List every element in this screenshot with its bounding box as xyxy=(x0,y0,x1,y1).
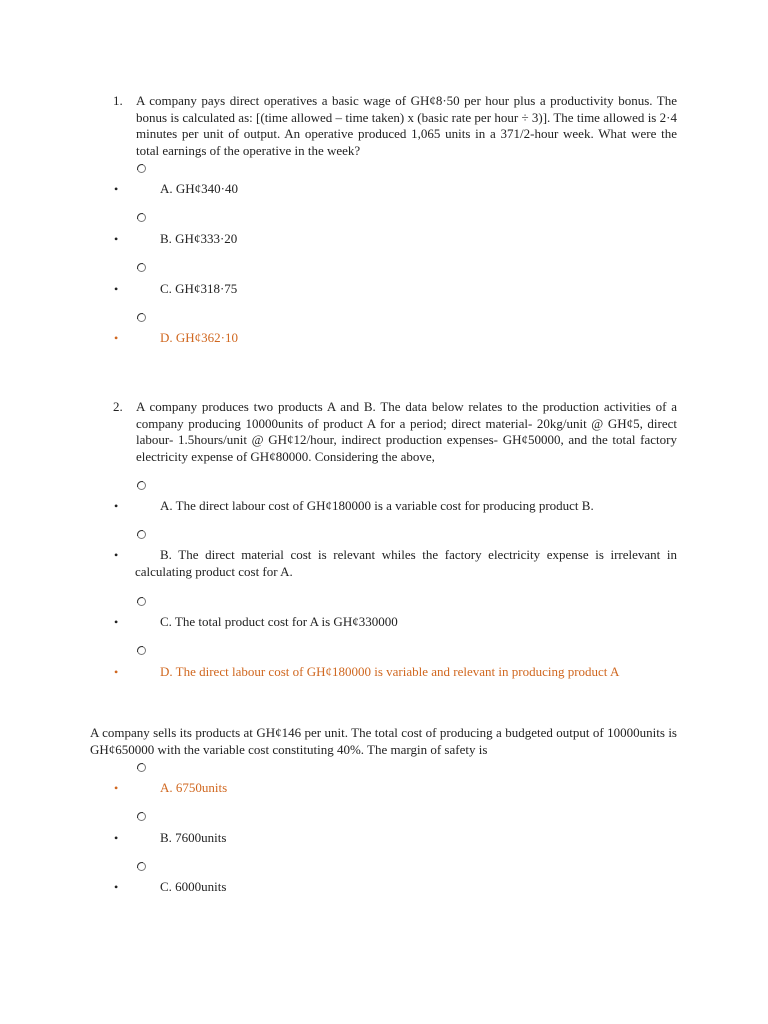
q1-option-b[interactable]: B. GH¢333·20 xyxy=(160,231,238,246)
q2-option-c-radio[interactable] xyxy=(137,597,146,606)
q1-option-b-radio[interactable] xyxy=(137,213,146,222)
question-2-text: A company produces two products A and B. The data below relates to the production activities of a company producing 10000units of product A for a period; direct material- 20kg/unit @ GH¢5, direct labour- 1.5hours/unit @ GH¢12/hour, indirect production expenses- GH¢50000, and the total factory electricity expense of GH¢80000. Considering the above, xyxy=(136,399,677,464)
bullet-icon: • xyxy=(114,499,119,513)
q1-option-d[interactable]: D. GH¢362·10 xyxy=(160,330,238,345)
bullet-icon: • xyxy=(114,282,119,296)
bullet-icon: • xyxy=(114,831,119,845)
q3-option-b[interactable]: B. 7600units xyxy=(160,830,227,845)
bullet-icon: • xyxy=(114,781,119,795)
q3-option-c-radio[interactable] xyxy=(137,862,146,871)
question-1-number: 1. xyxy=(113,93,123,108)
q2-option-a-radio[interactable] xyxy=(137,481,146,490)
bullet-icon: • xyxy=(114,665,119,679)
bullet-icon: • xyxy=(114,232,119,246)
question-2-number: 2. xyxy=(113,399,123,414)
q2-option-a[interactable]: A. The direct labour cost of GH¢180000 is a variable cost for producing product B. xyxy=(160,498,594,513)
bullet-icon: • xyxy=(114,615,119,629)
q2-option-c[interactable]: C. The total product cost for A is GH¢330000 xyxy=(160,614,398,629)
q2-option-d-radio[interactable] xyxy=(137,646,146,655)
bullet-icon: • xyxy=(114,880,119,894)
q3-option-a-radio[interactable] xyxy=(137,763,146,772)
q3-option-c[interactable]: C. 6000units xyxy=(160,879,227,894)
question-3-text: A company sells its products at GH¢146 per unit. The total cost of producing a budgeted output of 10000units is GH¢650000 with the variable cost constituting 40%. The margin of safety is xyxy=(90,725,677,757)
q2-option-d[interactable]: D. The direct labour cost of GH¢180000 is variable and relevant in producing product A xyxy=(160,664,620,679)
q1-option-c-radio[interactable] xyxy=(137,263,146,272)
bullet-icon: • xyxy=(114,548,119,562)
bullet-icon: • xyxy=(114,182,119,196)
q3-option-a[interactable]: A. 6750units xyxy=(160,780,228,795)
q2-option-b[interactable]: B. The direct material cost is relevant whiles the factory electricity expense is irrelevant in calculating product cost for A. xyxy=(135,547,677,579)
q1-option-a[interactable]: A. GH¢340·40 xyxy=(160,181,238,196)
q1-option-a-radio[interactable] xyxy=(137,164,146,173)
q2-option-b-radio[interactable] xyxy=(137,530,146,539)
q1-option-c[interactable]: C. GH¢318·75 xyxy=(160,281,238,296)
question-1-text: A company pays direct operatives a basic wage of GH¢8·50 per hour plus a productivity bonus. The bonus is calculated as: [(time allowed – time taken) x (basic rate per hour ÷ 3)]. The time allowed is 2·4 minutes per unit of output. An operative produced 1,065 units in a 371/2-hour week. What were the total earnings of the operative in the week? xyxy=(136,93,677,158)
q1-option-d-radio[interactable] xyxy=(137,313,146,322)
bullet-icon: • xyxy=(114,331,119,345)
q3-option-b-radio[interactable] xyxy=(137,812,146,821)
